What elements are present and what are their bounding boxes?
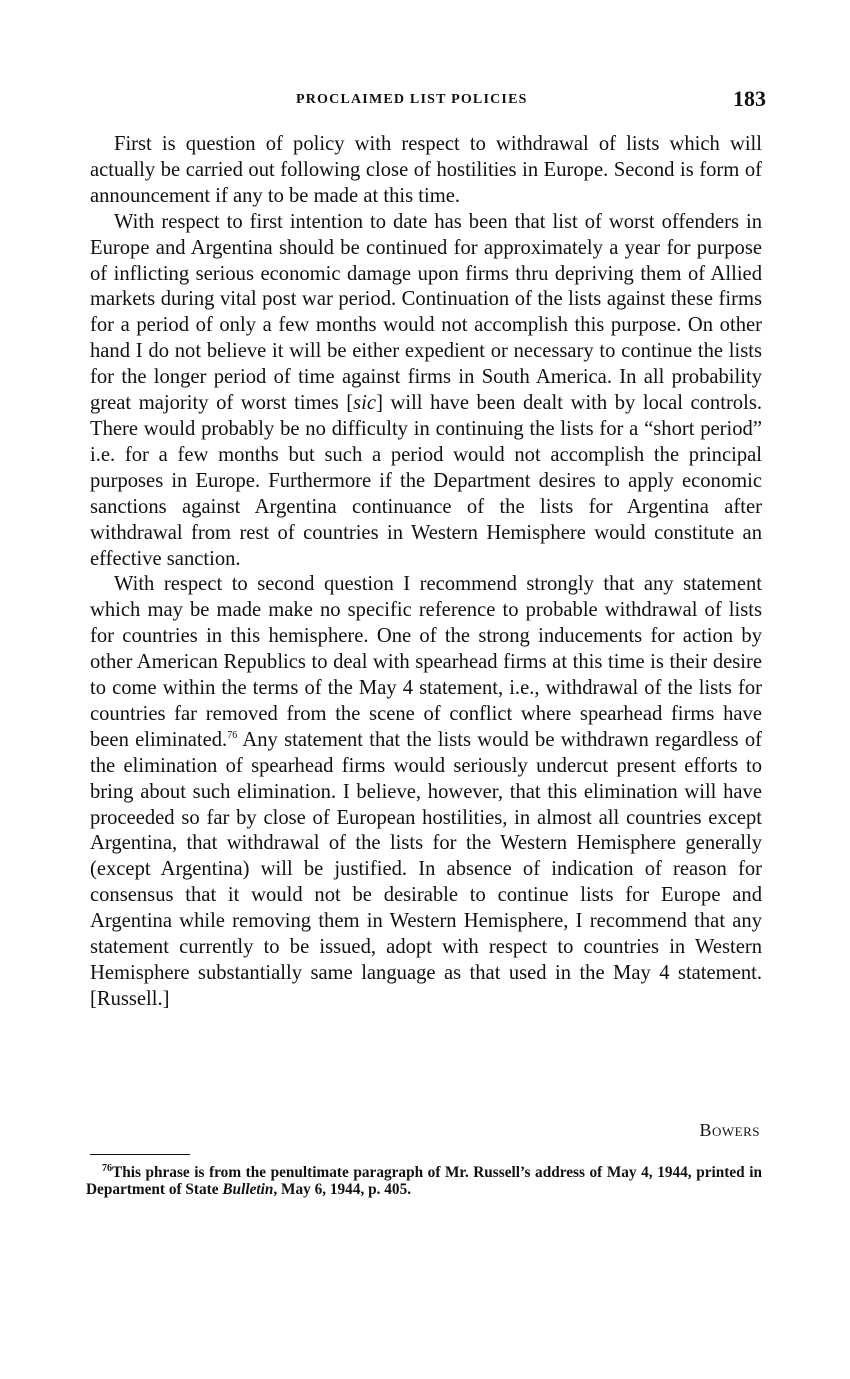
body-text	[90, 132, 762, 1013]
footnote-reference: 76	[227, 729, 238, 741]
footnote-paragraph	[86, 1164, 762, 1198]
page-number: 183	[733, 86, 766, 111]
footnote-number: 76	[102, 1162, 112, 1174]
running-title: PROCLAIMED LIST POLICIES	[296, 92, 528, 107]
paragraph-2-text-a: With respect to first intention to date has been that list of worst offenders in Europe and Argentina should be continued for approximately a year for purpose of inflicting serious economic damage upon firms thru depriving them of Allied markets during vital post war period. Continuation of the lists against these firms for a period of only a few months would not accomplish this purpose. On other hand I do not believe it will be either expedient or necessary to continue the lists for the longer period of time against firms in South America. In all probability great majority of worst times [	[90, 210, 762, 415]
footnote	[86, 1164, 762, 1198]
paragraph-1-text: First is question of policy with respect to withdrawal of lists which will actually be carried out following close of hostilities in Europe. Second is form of announcement if any to be made at this time.	[90, 133, 762, 207]
paragraph-2	[90, 210, 762, 573]
footnote-text-b: , May 6, 1944, p. 405.	[273, 1181, 412, 1198]
paragraph-3-text-a: With respect to second question I recommend strongly that any statement which may be made make no specific reference to probable withdrawal of lists for countries in this hemisphere. One of the strong inducements for action by other American Republics to deal with spearhead firms at this time is their desire to come within the terms of the May 4 statement, i.e., withdrawal of the lists for countries far removed from the scene of conflict where spearhead firms have been eliminated.	[90, 573, 762, 751]
footnote-publication: Bulletin	[222, 1181, 274, 1198]
paragraph-1	[90, 132, 762, 210]
paragraph-3	[90, 572, 762, 1012]
footnote-text-a: This phrase is from the penultimate paragraph of Mr. Russell’s address of May 4, 1944, printed in Department of State	[86, 1164, 762, 1198]
footnote-divider	[90, 1154, 190, 1155]
sic-notation: sic	[353, 392, 377, 415]
paragraph-3-text-b: Any statement that the lists would be withdrawn regardless of the elimination of spearhead firms would seriously undercut present efforts to bring about such elimination. I believe, however, that this elimination will have proceeded so far by close of European hostilities, in almost all countries except Argentina, that withdrawal of the lists for the Western Hemisphere generally (except Argentina) will be justified. In absence of indication of reason for consensus that it would not be desirable to continue lists for Europe and Argentina while removing them in Western Hemisphere, I recommend that any statement currently to be issued, adopt with respect to countries in Western Hemisphere substantially same language as that used in the May 4 statement. [Russell.]	[90, 728, 762, 1010]
signature: Bowers	[699, 1120, 760, 1140]
paragraph-2-text-b: ] will have been dealt with by local controls. There would probably be no difficulty in continuing the lists for a “short period” i.e. for a few months but such a period would not accomplish the principal purposes in Europe. Furthermore if the Department desires to apply economic sanctions against Argentina continuance of the lists for Argentina after withdrawal from rest of countries in Western Hemisphere would constitute an effective sanction.	[90, 392, 762, 570]
